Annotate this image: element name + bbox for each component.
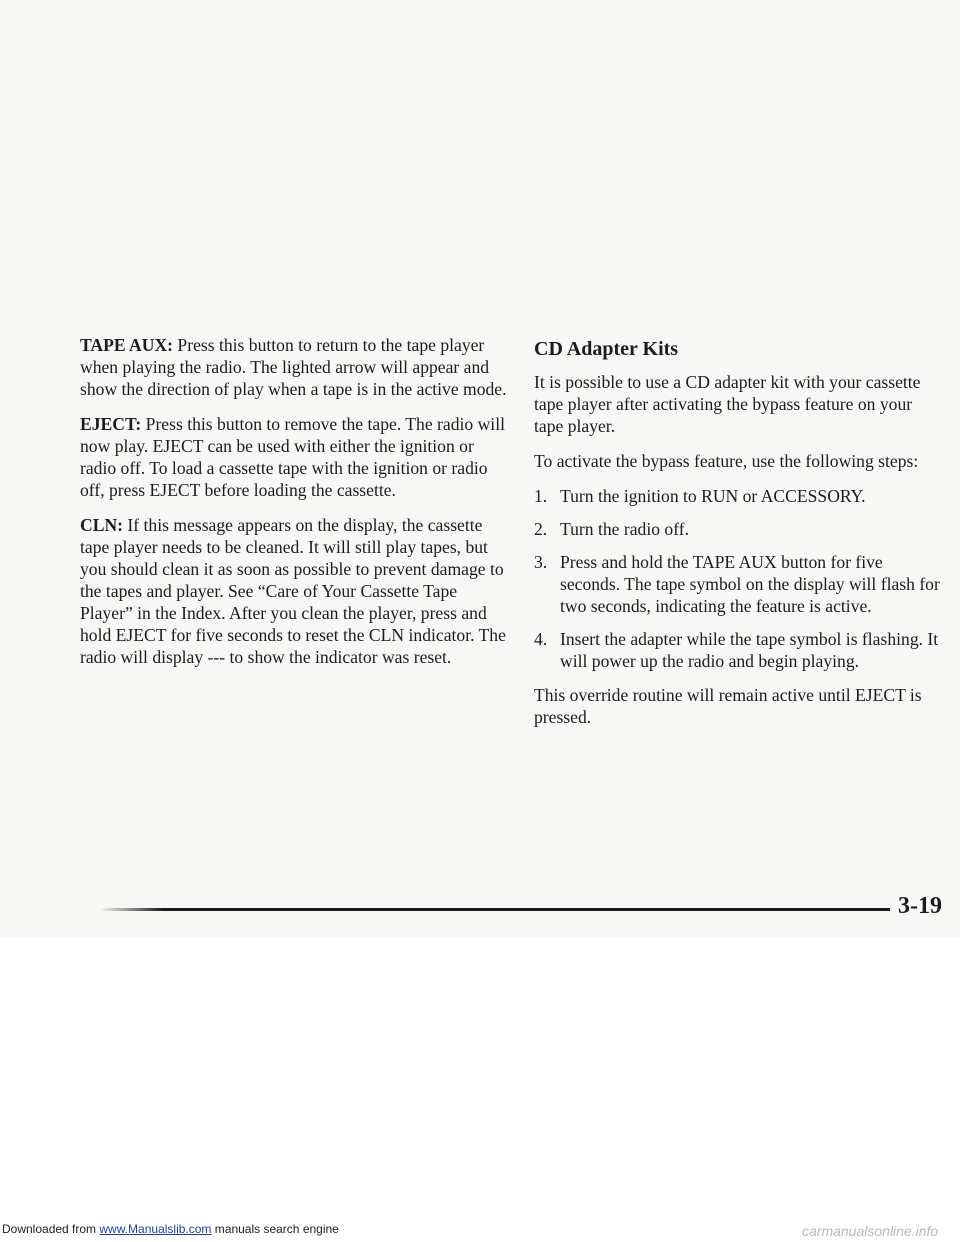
step-number: 4. [534, 629, 548, 649]
step-number: 1. [534, 486, 548, 506]
step-number: 2. [534, 519, 548, 539]
section-heading: CD Adapter Kits [534, 338, 679, 360]
list-item [534, 551, 944, 617]
list-item [534, 518, 944, 540]
left-column [80, 334, 510, 681]
footer-prefix: Downloaded from [2, 1222, 100, 1236]
download-footer [2, 1222, 339, 1236]
list-item [534, 628, 944, 672]
eject-text: Press this button to remove the tape. The radio will now play. EJECT can be used with either the ignition or radio off. To load a cassette tape with the ignition or radio off, press EJECT before loading the cassette. [80, 414, 505, 500]
closing-paragraph: This override routine will remain active until EJECT is pressed. [534, 685, 922, 727]
page-number: 3-19 [898, 893, 942, 919]
watermark: carmanualsonline.info [802, 1223, 939, 1239]
cln-paragraph [80, 514, 510, 668]
steps-intro: To activate the bypass feature, use the following steps: [534, 451, 919, 471]
footer-suffix: manuals search engine [211, 1222, 339, 1236]
footer-rule [100, 908, 890, 911]
intro-paragraph: It is possible to use a CD adapter kit with your cassette tape player after activating the bypass feature on your tape player. [534, 372, 921, 436]
tape-aux-text: Press this button to return to the tape player when playing the radio. The lighted arrow will appear and show the direction of play when a tape is in the active mode. [80, 335, 507, 399]
step-text: Turn the ignition to RUN or ACCESSORY. [560, 486, 866, 506]
step-number: 3. [534, 552, 548, 572]
eject-paragraph [80, 413, 510, 501]
step-text: Press and hold the TAPE AUX button for five seconds. The tape symbol on the display will flash for two seconds, indicating the feature is active. [560, 552, 940, 616]
step-text: Insert the adapter while the tape symbol is flashing. It will power up the radio and begin playing. [560, 629, 939, 671]
tape-aux-term: TAPE AUX: [80, 335, 174, 355]
step-text: Turn the radio off. [560, 519, 690, 539]
list-item [534, 485, 944, 507]
cln-term: CLN: [80, 515, 124, 535]
eject-term: EJECT: [80, 414, 142, 434]
right-column [534, 334, 944, 741]
tape-aux-paragraph [80, 334, 510, 400]
steps-list [534, 485, 944, 672]
manualslib-link[interactable]: www.Manualslib.com [99, 1222, 212, 1236]
cln-text: If this message appears on the display, the cassette tape player needs to be cleaned. It will still play tapes, but you should clean it as soon as possible to prevent damage to the tapes and player. See “Care of Your Cassette Tape Player” in the Index. After you clean the player, press and hold EJECT for five seconds to reset the CLN indicator. The radio will display --- to show the indicator was reset. [80, 515, 506, 667]
